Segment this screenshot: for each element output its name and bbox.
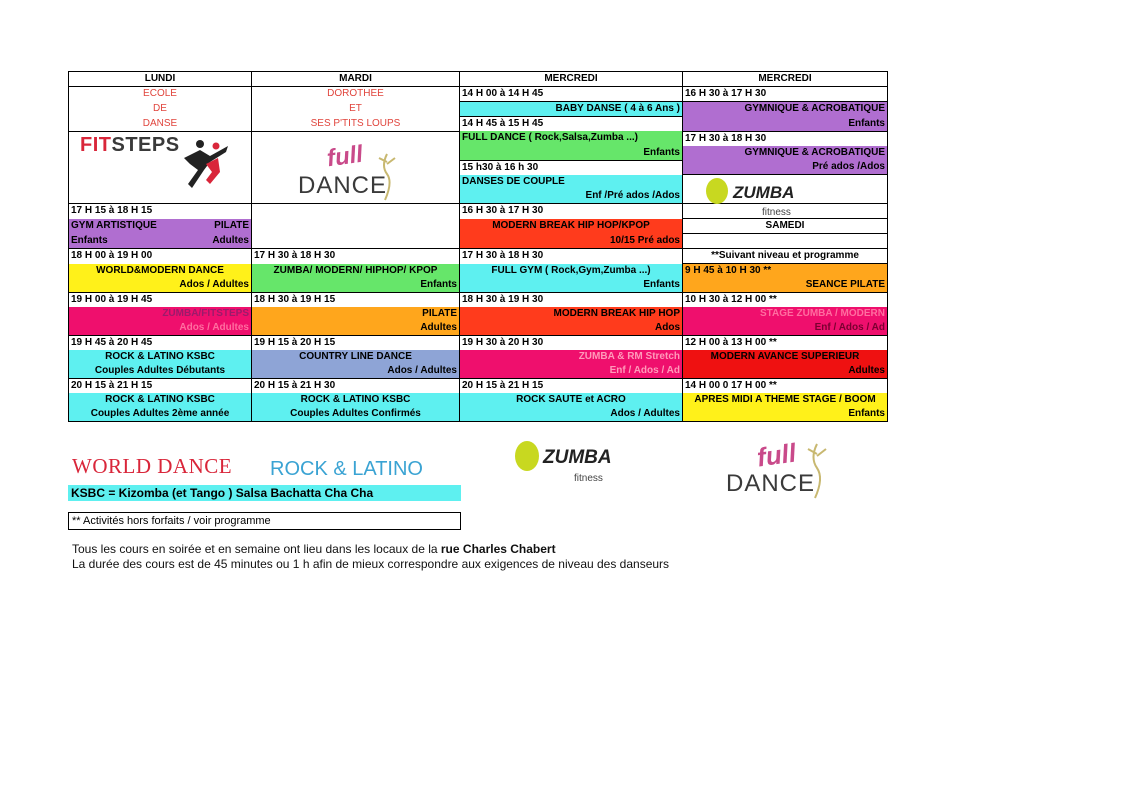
- course-rock-saute: ROCK SAUTE et ACRO: [460, 393, 683, 407]
- course-apres-midi: APRES MIDI A THEME STAGE / BOOM: [683, 393, 888, 407]
- course-modern-avance: MODERN AVANCE SUPERIEUR: [683, 350, 888, 364]
- time-me1-7: 20 H 15 à 21 H 15: [460, 379, 683, 394]
- course-rock-latino-2: ROCK & LATINO KSBC: [69, 393, 252, 407]
- course-zumba-modern-hiphop: ZUMBA/ MODERN/ HIPHOP/ KPOP: [252, 264, 460, 279]
- time-me2-1: 17 H 30 à 18 H 30: [683, 131, 888, 146]
- ksbc-legend: KSBC = Kizomba (et Tango ) Salsa Bachatta Cha Cha: [68, 485, 461, 501]
- schedule-table: [68, 71, 888, 422]
- course-gymnique-2: GYMNIQUE & ACROBATIQUE: [683, 146, 888, 161]
- course-full-dance: FULL DANCE ( Rock,Salsa,Zumba ...): [460, 131, 683, 146]
- course-country-line: COUNTRY LINE DANCE: [252, 350, 460, 364]
- info-line-1: Tous les cours en soirée et en semaine ont lieu dans les locaux de la rue Charles Chabert: [72, 542, 556, 556]
- info-text: [72, 542, 669, 572]
- time-me1-4: 17 H 30 à 18 H 30: [460, 249, 683, 264]
- full-dance-logo-dance: DANCE: [298, 172, 388, 199]
- time-ma-3: 18 H 30 à 19 H 15: [252, 293, 460, 308]
- dancer-silhouette-icon: [375, 152, 399, 202]
- header-mardi: MARDI: [252, 72, 460, 87]
- time-me2-0: 16 H 30 à 17 H 30: [683, 87, 888, 102]
- audience-stage-zumba: Enf / Ados / Ad: [683, 321, 888, 336]
- audience-gymnique-1: Enfants: [683, 117, 888, 132]
- audience-pilate-adultes: Adultes: [212, 234, 249, 246]
- zumba-mark-icon-bottom: [515, 441, 539, 471]
- course-rock-latino-3: ROCK & LATINO KSBC: [252, 393, 460, 407]
- zumba-logo-text: ZUMBA: [733, 183, 795, 202]
- world-dance-title: WORLD DANCE: [72, 454, 233, 478]
- time-lu-4: 19 H 45 à 20 H 45: [69, 336, 252, 351]
- header-samedi: SAMEDI: [683, 219, 888, 234]
- info-address: rue Charles Chabert: [440, 542, 556, 556]
- full-dance-logo-full: full: [325, 140, 365, 173]
- course-full-gym: FULL GYM ( Rock,Gym,Zumba ...): [460, 264, 683, 279]
- ecole-line-2: DE: [69, 102, 252, 117]
- time-ma-5: 20 H 15 à 21 H 30: [252, 379, 460, 394]
- time-me1-2: 15 h30 à 16 h 30: [460, 160, 683, 175]
- samedi-note: **Suivant niveau et programme: [683, 249, 888, 264]
- hors-forfait-note: ** Activités hors forfaits / voir programme: [68, 512, 461, 530]
- course-modern-break: MODERN BREAK HIP HOP: [460, 307, 683, 321]
- course-world-modern: WORLD&MODERN DANCE: [69, 264, 252, 279]
- time-sa-4: 14 H 00 0 17 H 00 **: [683, 379, 888, 394]
- time-me1-6: 19 H 30 à 20 H 30: [460, 336, 683, 351]
- time-me1-3: 16 H 30 à 17 H 30: [460, 204, 683, 219]
- zumba-mark-icon: [706, 178, 728, 204]
- course-danses-couple: DANSES DE COUPLE: [460, 175, 683, 190]
- audience-zumba-fitsteps: Ados / Adultes: [69, 321, 252, 336]
- audience-apres-midi: Enfants: [683, 407, 888, 422]
- audience-rock-saute: Ados / Adultes: [460, 407, 683, 422]
- dancer-silhouette-icon-bottom: [804, 442, 830, 500]
- time-ma-2: 17 H 30 à 18 H 30: [252, 249, 460, 264]
- time-sa-3: 12 H 00 à 13 H 00 **: [683, 336, 888, 351]
- time-sa-1: 9 H 45 à 10 H 30 **: [683, 264, 888, 279]
- audience-gymnique-2: Pré ados /Ados: [683, 160, 888, 175]
- info-line-2: La durée des cours est de 45 minutes ou 1 h afin de mieux correspondre aux exigences de niveau des danseurs: [72, 557, 670, 571]
- dorothee-line-2: ET: [252, 102, 460, 117]
- audience-zumba-rm: Enf / Ados / Ad: [460, 364, 683, 379]
- audience-gym-enfants: Enfants: [71, 234, 108, 246]
- time-sa-2: 10 H 30 à 12 H 00 **: [683, 293, 888, 308]
- audience-world-modern: Ados / Adultes: [69, 278, 252, 293]
- audience-rock-latino-2: Couples Adultes 2ème année: [69, 407, 252, 422]
- course-rock-latino-1: ROCK & LATINO KSBC: [69, 350, 252, 364]
- zumba-logo-text-bottom: ZUMBA: [543, 447, 612, 468]
- rock-latino-title: ROCK & LATINO: [270, 458, 423, 480]
- audience-danses-couple: Enf /Pré ados /Ados: [460, 189, 683, 204]
- audience-zumba-modern: Enfants: [252, 278, 460, 293]
- time-ma-4: 19 H 15 à 20 H 15: [252, 336, 460, 351]
- course-seance-pilate: SEANCE PILATE: [683, 278, 888, 293]
- time-lu-5: 20 H 15 à 21 H 15: [69, 379, 252, 394]
- full-dance-logo-full-bottom: full: [755, 437, 798, 473]
- course-baby-danse: BABY DANSE ( 4 à 6 Ans ): [460, 102, 683, 117]
- audience-full-gym: Enfants: [460, 278, 683, 293]
- course-stage-zumba: STAGE ZUMBA / MODERN: [683, 307, 888, 321]
- time-lu-1: 17 H 15 à 18 H 15: [69, 204, 252, 219]
- time-lu-3: 19 H 00 à 19 H 45: [69, 293, 252, 308]
- audience-modern-avance: Adultes: [683, 364, 888, 379]
- header-mercredi-1: MERCREDI: [460, 72, 683, 87]
- audience-rock-latino-1: Couples Adultes Débutants: [69, 364, 252, 379]
- course-zumba-rm: ZUMBA & RM Stretch: [460, 350, 683, 364]
- audience-pilate-mardi: Adultes: [252, 321, 460, 336]
- audience-full-dance: Enfants: [460, 146, 683, 161]
- zumba-logo-fitness: fitness: [762, 207, 791, 218]
- full-dance-logo-dance-bottom: DANCE: [726, 470, 816, 497]
- time-me1-1: 14 H 45 à 15 H 45: [460, 117, 683, 132]
- dancer-couple-icon: [180, 138, 232, 194]
- dorothee-line-1: DOROTHEE: [252, 87, 460, 102]
- audience-country-line: Ados / Adultes: [252, 364, 460, 379]
- course-modern-break-kpop: MODERN BREAK HIP HOP/KPOP: [460, 219, 683, 234]
- dorothee-line-3: SES P'TITS LOUPS: [252, 117, 460, 132]
- time-me1-5: 18 H 30 à 19 H 30: [460, 293, 683, 308]
- course-gymnique-1: GYMNIQUE & ACROBATIQUE: [683, 102, 888, 117]
- header-mercredi-2: MERCREDI: [683, 72, 888, 87]
- audience-modern-break-kpop: 10/15 Pré ados: [460, 234, 683, 249]
- audience-rock-latino-3: Couples Adultes Confirmés: [252, 407, 460, 422]
- ecole-line-3: DANSE: [69, 117, 252, 132]
- course-pilate-mardi: PILATE: [252, 307, 460, 321]
- time-lu-2: 18 H 00 à 19 H 00: [69, 249, 252, 264]
- fitsteps-logo: FITSTEPS: [80, 134, 180, 156]
- course-gym-artistique: GYM ARTISTIQUE: [71, 220, 157, 231]
- course-zumba-fitsteps: ZUMBA/FITSTEPS: [69, 307, 252, 321]
- course-pilate-lundi: PILATE: [214, 220, 249, 231]
- time-me1-0: 14 H 00 à 14 H 45: [460, 87, 683, 102]
- audience-modern-break: Ados: [460, 321, 683, 336]
- header-lundi: LUNDI: [69, 72, 252, 87]
- ecole-line-1: ECOLE: [69, 87, 252, 102]
- zumba-logo-fitness-bottom: fitness: [574, 473, 603, 484]
